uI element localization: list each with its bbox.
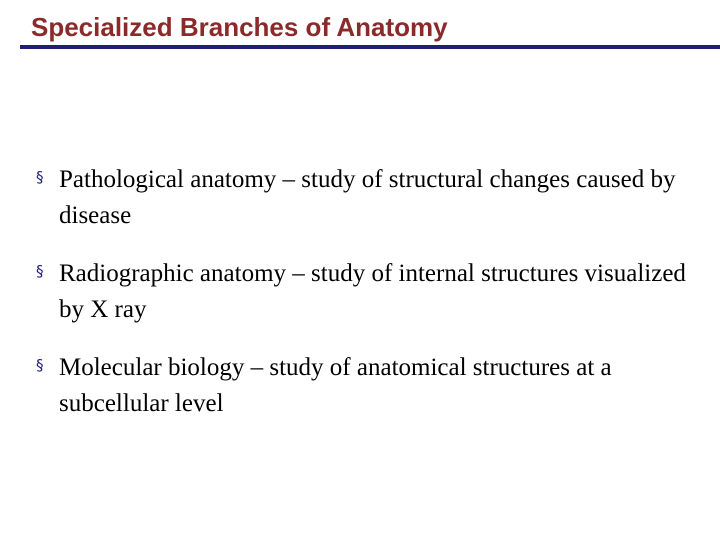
bullet-text: Molecular biology – study of anatomical structures at a subcellular level: [59, 354, 612, 417]
bullet-item-pathological-anatomy: [36, 162, 706, 234]
bullet-list: [36, 162, 706, 444]
slide-title: Specialized Branches of Anatomy: [31, 12, 448, 42]
bullet-text: Radiographic anatomy – study of internal structures visualized by X ray: [59, 260, 686, 323]
bullet-item-radiographic-anatomy: [36, 256, 706, 328]
title-underline: [20, 45, 720, 49]
bullet-item-molecular-biology: [36, 350, 706, 422]
section-bullet-icon: §: [36, 168, 44, 186]
bullet-text: Pathological anatomy – study of structural changes caused by disease: [59, 166, 676, 229]
section-bullet-icon: §: [36, 356, 44, 374]
section-bullet-icon: §: [36, 262, 44, 280]
